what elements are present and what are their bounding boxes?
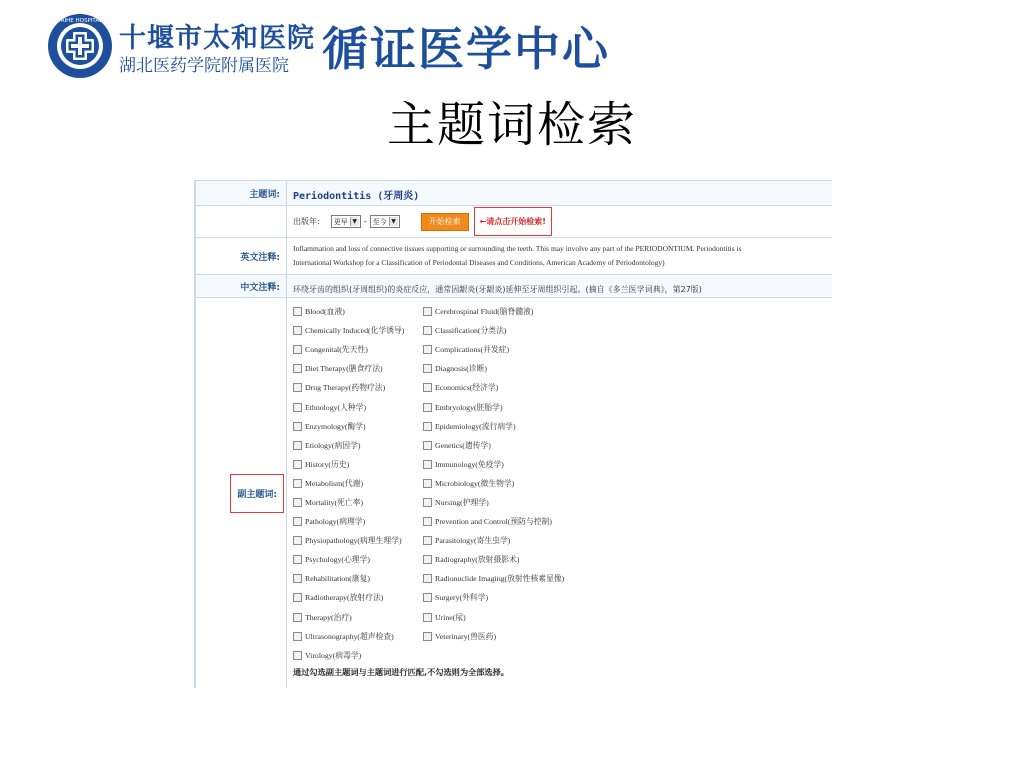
subheading-checkbox-label: Cerebrospinal Fluid(脑脊髓液) [435, 307, 534, 317]
subheading-checkbox-label: Physiopathology(病理生理学) [305, 536, 402, 546]
checkbox[interactable] [423, 345, 432, 354]
subheading-checkbox-label: Urine(尿) [435, 612, 466, 622]
subheading-checkbox-item[interactable] [293, 378, 423, 397]
subheading-checkbox-item[interactable] [423, 493, 683, 512]
subheading-checkbox-item[interactable] [423, 436, 683, 455]
checkbox[interactable] [423, 403, 432, 412]
subheading-checkbox-label: Blood(血液) [305, 307, 345, 317]
subheading-checkbox-label: Psychology(心理学) [305, 555, 370, 565]
checkbox[interactable] [423, 479, 432, 488]
checkbox[interactable] [423, 307, 432, 316]
subheading-checkbox-label: Metabolism(代谢) [305, 478, 364, 488]
subheading-checkbox-item[interactable] [293, 321, 423, 340]
slide-title: 主题词检索 [386, 97, 637, 153]
subheading-checkbox-item[interactable] [293, 474, 423, 493]
english-note-label: 英文注释: [196, 238, 287, 275]
subheading-checkbox-item[interactable] [293, 417, 423, 436]
seal-text: TAIHE HOSPITAL [57, 18, 103, 24]
subheading-checkbox-item[interactable] [423, 569, 683, 588]
subheading-checkbox-label: Ultrasonography(超声检查) [305, 631, 394, 641]
subheading-checkbox-item[interactable] [423, 321, 683, 340]
subheading-checkbox-label: Drug Therapy(药物疗法) [305, 383, 386, 393]
year-row [196, 206, 833, 238]
subheading-checkbox-item[interactable] [293, 359, 423, 378]
checkbox[interactable] [423, 574, 432, 583]
subheading-checkbox-label: Classification(分类法) [435, 326, 507, 336]
subheading-checkbox-item[interactable] [423, 302, 683, 321]
english-note-line-1: Inflammation and loss of connective tissues supporting or surrounding the teeth. This may involve any part of the PERIODONTIUM. Periodontitis is [293, 244, 742, 253]
subheading-checkbox-label: Rehabilitation(康复) [305, 574, 370, 584]
subheading-checkbox-item[interactable] [423, 588, 683, 607]
checkbox[interactable] [423, 383, 432, 392]
term-row [196, 181, 833, 206]
subheading-checkbox-item[interactable] [423, 608, 683, 627]
subheading-checkbox-item[interactable] [423, 531, 683, 550]
subheading-checkbox-label: Pathology(病理学) [305, 517, 366, 527]
chinese-note-row [196, 275, 833, 298]
year-to-select[interactable]: 至今 ▼ [370, 215, 400, 228]
subheading-checkbox-label: Nursing(护理学) [435, 497, 489, 507]
subheading-checkbox-item[interactable] [293, 531, 423, 550]
checkbox[interactable] [293, 403, 302, 412]
subheading-checkbox-item[interactable] [293, 608, 423, 627]
checkbox[interactable] [293, 651, 302, 660]
subheading-checkbox-item[interactable] [293, 569, 423, 588]
subheading-checkbox-label: Economics(经济学) [435, 383, 499, 393]
subheading-checkbox-label: Diagnosis(诊断) [435, 364, 487, 374]
subheading-checkbox-label: Prevention and Control(预防与控制) [435, 517, 552, 527]
subheading-checkbox-item[interactable] [293, 512, 423, 531]
subheading-checkbox-item[interactable] [293, 627, 423, 646]
term-value: Periodontitis (牙周炎) [293, 190, 420, 202]
hospital-name: 十堰市太和医院 [119, 23, 315, 54]
checkbox[interactable] [293, 536, 302, 545]
checkbox[interactable] [293, 498, 302, 507]
center-name: 循证医学中心 [322, 22, 610, 76]
subheading-checkbox-item[interactable] [423, 512, 683, 531]
checkbox[interactable] [423, 517, 432, 526]
checkbox[interactable] [293, 479, 302, 488]
subheading-checkbox-label: Enzymology(酶学) [305, 421, 366, 431]
mesh-search-panel [194, 180, 832, 688]
subheading-checkbox-item[interactable] [423, 474, 683, 493]
year-label: 出版年: [293, 217, 320, 226]
subheading-checkbox-label: Virology(病毒学) [305, 650, 362, 660]
subheading-checkbox-label: Radionuclide Imaging(放射性核素显像) [435, 574, 565, 584]
subheading-checkbox-item[interactable] [423, 359, 683, 378]
subheading-checkbox-item[interactable] [423, 627, 683, 646]
subheading-checkbox-item[interactable] [293, 588, 423, 607]
checkbox[interactable] [423, 593, 432, 602]
subheading-checkbox-label: Parasitology(寄生虫学) [435, 536, 511, 546]
subheading-checkbox-grid [293, 298, 832, 665]
subheading-checkbox-label: Embryology(胚胎学) [435, 402, 503, 412]
checkbox[interactable] [423, 498, 432, 507]
english-note-row [196, 238, 833, 275]
checkbox[interactable] [293, 593, 302, 602]
search-hint: ←请点击开始检索! [474, 207, 552, 236]
checkbox[interactable] [423, 632, 432, 641]
subheading-checkbox-label: Genetics(遗传学) [435, 440, 491, 450]
subheading-checkbox-item[interactable] [293, 302, 423, 321]
subheading-checkbox-item[interactable] [423, 397, 683, 416]
subheading-checkbox-item[interactable] [423, 417, 683, 436]
checkbox[interactable] [293, 326, 302, 335]
subheading-checkbox-label: Chemically Induced(化学诱导) [305, 326, 405, 336]
subheading-checkbox-label: Immunology(免疫学) [435, 459, 504, 469]
subheading-checkbox-label: Microbiology(微生物学) [435, 478, 515, 488]
checkbox[interactable] [293, 383, 302, 392]
subheading-checkbox-label: Etiology(病因学) [305, 440, 361, 450]
checkbox[interactable] [293, 364, 302, 373]
subheading-checkbox-item[interactable] [293, 550, 423, 569]
subheading-checkbox-item[interactable] [423, 340, 683, 359]
search-form-table [195, 180, 832, 688]
term-label: 主题词: [196, 181, 287, 206]
checkbox[interactable] [293, 460, 302, 469]
checkbox[interactable] [423, 364, 432, 373]
subheading-checkbox-label: Veterinary(兽医药) [435, 631, 497, 641]
subheading-checkbox-label: Therapy(治疗) [305, 612, 352, 622]
checkbox[interactable] [293, 517, 302, 526]
checkbox[interactable] [293, 613, 302, 622]
hospital-subtitle: 湖北医药学院附属医院 [119, 56, 289, 76]
subheading-row [196, 298, 833, 689]
checkbox[interactable] [293, 345, 302, 354]
chinese-note-label: 中文注释: [196, 275, 287, 298]
subheading-checkbox-label: Diet Therapy(膳食疗法) [305, 364, 383, 374]
checkbox[interactable] [423, 536, 432, 545]
english-note-line-2: International Workshop for a Classification of Periodontal Diseases and Conditions, American Academy of Periodontology) [293, 258, 665, 267]
checkbox[interactable] [423, 422, 432, 431]
chinese-note-text: 环绕牙齿的组织(牙周组织)的炎症反应，通常因龈炎(牙龈炎)延伸至牙周组织引起。(摘自《多兰医学词典》，第27版) [293, 284, 702, 294]
subheading-checkbox-item[interactable] [293, 340, 423, 359]
dropdown-arrow-icon: ▼ [389, 217, 398, 226]
subheading-checkbox-label: Radiography(放射摄影术) [435, 555, 520, 565]
subheading-checkbox-label: Radiotherapy(放射疗法) [305, 593, 384, 603]
subheading-checkbox-item[interactable] [293, 397, 423, 416]
checkbox[interactable] [423, 613, 432, 622]
subheading-checkbox-label: Complications(并发症) [435, 345, 510, 355]
subheading-checkbox-item[interactable] [293, 646, 423, 665]
subheading-checkbox-label: Congenital(先天性) [305, 345, 368, 355]
subheading-checkbox-item[interactable] [293, 436, 423, 455]
subheading-checkbox-label: Epidemiology(流行病学) [435, 421, 516, 431]
subheading-checkbox-label: History(历史) [305, 459, 350, 469]
checkbox[interactable] [293, 574, 302, 583]
checkbox[interactable] [423, 326, 432, 335]
year-separator: - [363, 217, 367, 226]
subheading-checkbox-item[interactable] [423, 378, 683, 397]
year-from-select[interactable]: 更早 ▼ [331, 215, 361, 228]
subheading-checkbox-item[interactable] [423, 455, 683, 474]
subheading-checkbox-label: Ethnology(人种学) [305, 402, 367, 412]
checkbox[interactable] [293, 555, 302, 564]
checkbox[interactable] [423, 460, 432, 469]
checkbox[interactable] [423, 555, 432, 564]
subheading-checkbox-item[interactable] [293, 455, 423, 474]
subheading-checkbox-item[interactable] [423, 550, 683, 569]
dropdown-arrow-icon: ▼ [350, 217, 359, 226]
checkbox[interactable] [293, 441, 302, 450]
subheading-label: 副主题词: [230, 474, 284, 513]
checkbox[interactable] [293, 632, 302, 641]
start-search-button[interactable]: 开始检索 [421, 213, 469, 231]
subheading-checkbox-item[interactable] [293, 493, 423, 512]
hospital-seal-logo [47, 13, 113, 79]
subheading-checkbox-label: Surgery(外科学) [435, 593, 489, 603]
checkbox[interactable] [293, 307, 302, 316]
subheading-note: 通过勾选副主题词与主题词进行匹配,不勾选则为全部选择。 [293, 666, 509, 677]
subheading-checkbox-label: Mortality(死亡率) [305, 497, 364, 507]
checkbox[interactable] [293, 422, 302, 431]
checkbox[interactable] [423, 441, 432, 450]
